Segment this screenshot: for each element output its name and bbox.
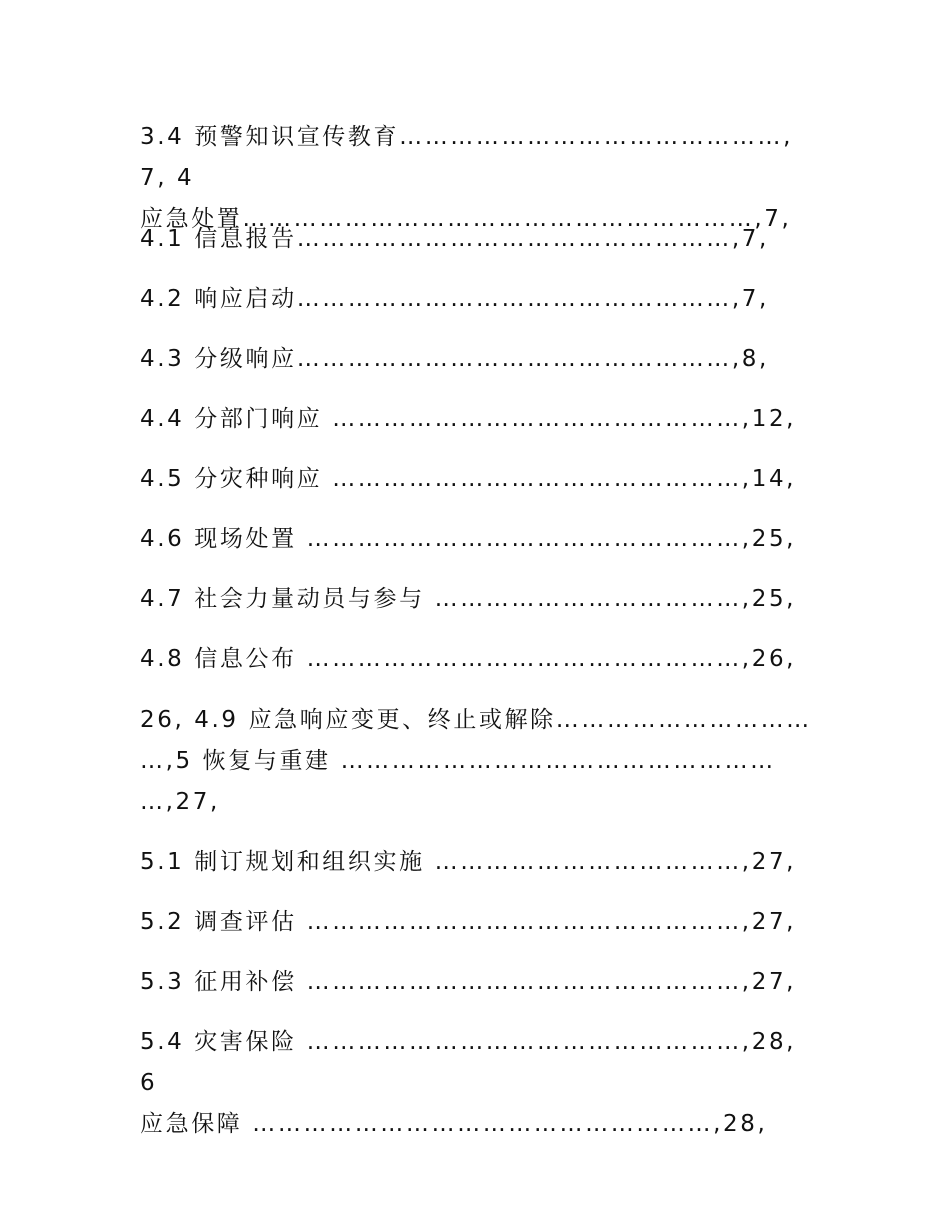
toc-entry-4-3: 4.3 分级响应……………………………………………,8, [140, 346, 769, 372]
toc-entry-4-8: 4.8 信息公布 ……………………………………………,26, [140, 646, 797, 672]
toc-entry-4-1: 4.1 信息报告……………………………………………,7, [140, 226, 769, 252]
toc-entry-4-2: 4.2 响应启动……………………………………………,7, [140, 286, 769, 312]
toc-entry-4-7: 4.7 社会力量动员与参与 ………………………………,25, [140, 586, 797, 612]
toc-entry-5-4: 5.4 灾害保险 ……………………………………………,28, 6 应急保障 ………………………………………………,28, [140, 1029, 797, 1137]
toc-entry-4-6: 4.6 现场处置 ……………………………………………,25, [140, 526, 797, 552]
toc-entry-4-9: 26, 4.9 应急响应变更、终止或解除………………………… …,5 恢复与重建 …………………………………………… …,27, [140, 707, 812, 815]
toc-entry-5-3: 5.3 征用补偿 ……………………………………………,27, [140, 969, 797, 995]
toc-entry-5-1: 5.1 制订规划和组织实施 ………………………………,27, [140, 849, 797, 875]
toc-entry-3-4: 3.4 预警知识宣传教育………………………………………,7, 4 应急处置……………………………………………………,7, [140, 124, 793, 232]
toc-entry-5-2: 5.2 调查评估 ……………………………………………,27, [140, 909, 797, 935]
toc-entry-4-4: 4.4 分部门响应 …………………………………………,12, [140, 406, 797, 432]
toc-entry-4-5: 4.5 分灾种响应 …………………………………………,14, [140, 466, 797, 492]
